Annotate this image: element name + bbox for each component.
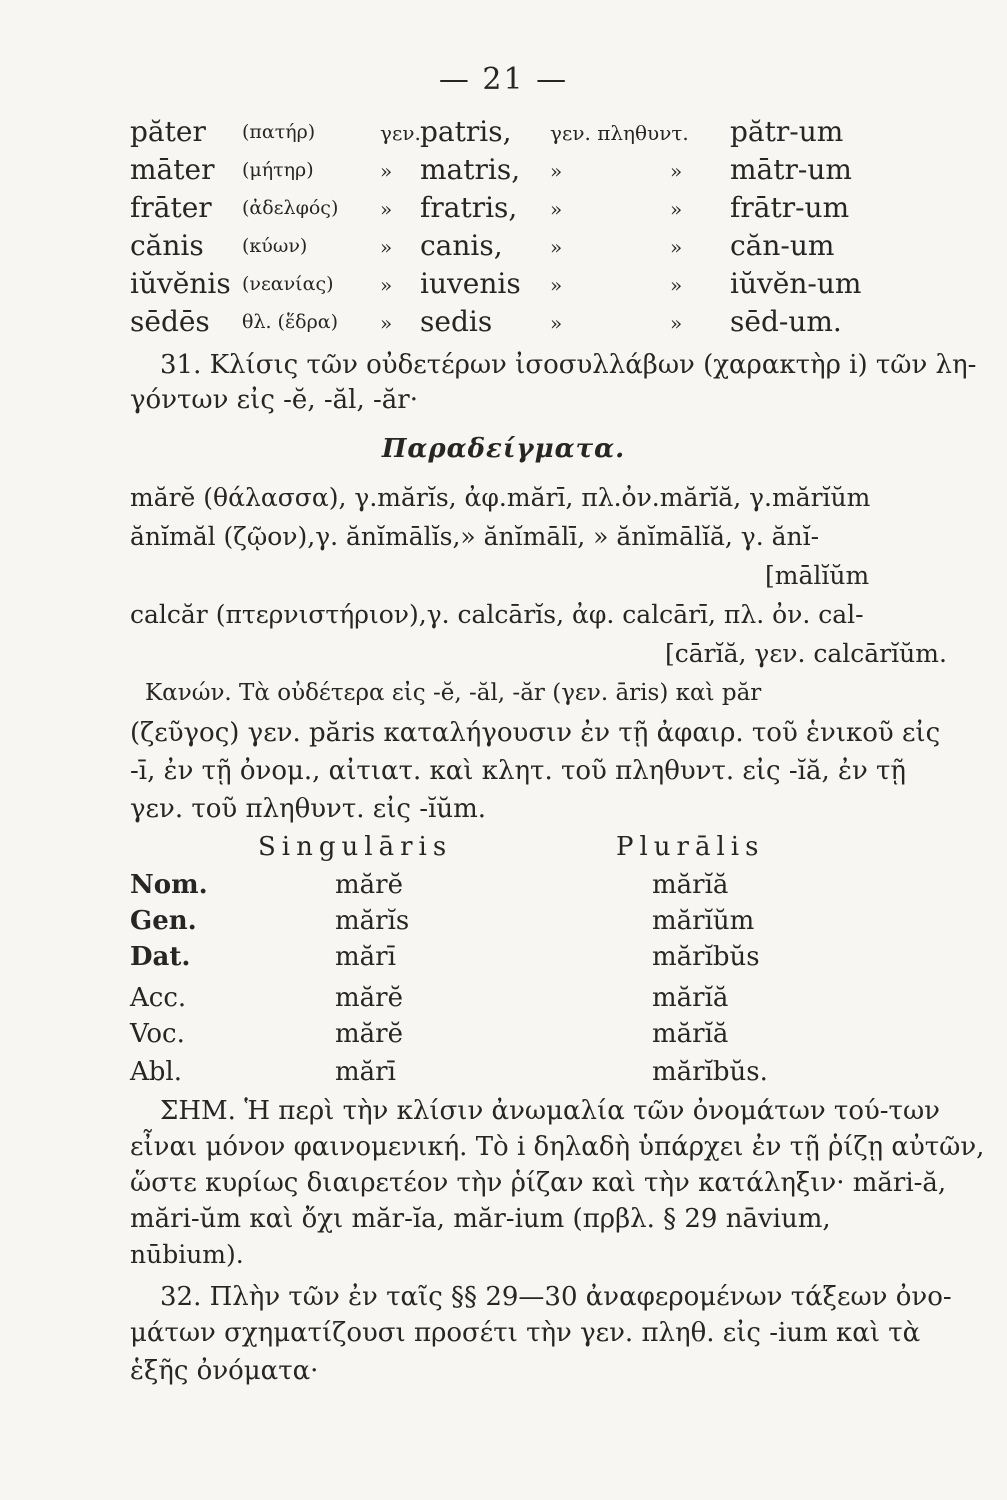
greek-gloss: (μήτηρ) <box>242 159 314 181</box>
example-line: [cārĭă, γεν. calcārĭŭm. <box>665 639 947 668</box>
latin-noun: cănis <box>130 229 204 262</box>
page-number: — 21 — <box>438 62 569 97</box>
note-line: εἶναι μόνον φαινομενική. Τὸ i δηλαδὴ ὑπάρχει ἐν τῇ ῥίζῃ αὐτῶν, <box>130 1132 985 1162</box>
plural-form: mărĭă <box>652 1019 729 1049</box>
example-line: mărĕ (θάλασσα), γ.mărĭs, ἀφ.mărī, πλ.ὀν.mărĭă, γ.mărĭŭm <box>130 483 871 512</box>
gen-label: » <box>380 235 393 259</box>
gen-plural: sēd-um. <box>730 305 842 338</box>
plural-form: mărĭbŭs. <box>652 1057 768 1087</box>
ditto-mark: » <box>550 159 563 183</box>
note-line: ΣΗΜ. Ἡ περὶ τὴν κλίσιν ἀνωμαλία τῶν ὀνομάτων τού-των <box>160 1096 940 1126</box>
greek-gloss: (ἀδελφός) <box>242 197 339 219</box>
gen-label: » <box>380 159 393 183</box>
gen-singular: canis, <box>420 229 503 262</box>
example-line: [mālĭŭm <box>765 561 870 590</box>
greek-gloss: (νεανίας) <box>242 273 334 295</box>
singular-header: Singulāris <box>258 832 453 862</box>
gen-label: » <box>380 197 393 221</box>
gen-label: » <box>380 311 393 335</box>
gen-plural: mātr-um <box>730 153 852 186</box>
examples-heading: Παραδείγματα. <box>381 434 626 464</box>
section-32-line: 32. Πλὴν τῶν ἐν ταῖς §§ 29—30 ἀναφερομένων τάξεων ὀνο- <box>160 1282 952 1312</box>
ditto-mark: » <box>670 197 683 221</box>
section-31-line: γόντων εἰς -ĕ, -ăl, -ăr· <box>130 385 418 415</box>
example-line: ănĭmăl (ζῷον),γ. ănĭmālĭs,» ănĭmālī, » ănĭmālĭă, γ. ănĭ- <box>130 522 820 551</box>
plural-form: mărĭbŭs <box>652 942 760 972</box>
case-label: Dat. <box>130 942 191 972</box>
note-line: mări-ŭm καὶ ὄχι măr-ĭa, măr-ium (πρβλ. § 29 nāvium, <box>130 1204 831 1234</box>
plural-form: mărĭŭm <box>652 906 755 936</box>
case-label: Abl. <box>130 1057 182 1087</box>
gen-plural: căn-um <box>730 229 835 262</box>
singular-form: mărĕ <box>335 1019 403 1049</box>
singular-form: mărī <box>335 942 396 972</box>
latin-noun: frāter <box>130 191 212 224</box>
gen-plural: iŭvĕn-um <box>730 267 862 300</box>
ditto-mark: » <box>550 311 563 335</box>
greek-gloss: (κύων) <box>242 235 308 257</box>
gen-plural: pătr-um <box>730 115 844 148</box>
singular-form: mărī <box>335 1057 396 1087</box>
ditto-mark: » <box>670 273 683 297</box>
note-line: nūbium). <box>130 1240 244 1269</box>
gen-singular: fratris, <box>420 191 518 224</box>
ditto-mark: » <box>670 235 683 259</box>
case-label: Gen. <box>130 906 197 936</box>
gen-label: γεν. <box>380 121 421 145</box>
singular-form: mărĭs <box>335 906 410 936</box>
gen-plural-label: γεν. πληθυντ. <box>550 121 689 145</box>
plural-form: mărĭă <box>652 870 729 900</box>
rule-line: -ī, ἐν τῇ ὀνομ., αἰτιατ. καὶ κλητ. τοῦ πληθυντ. εἰς -ĭă, ἐν τῇ <box>130 756 907 786</box>
rule-line: (ζεῦγος) γεν. păris καταλήγουσιν ἐν τῇ ἀφαιρ. τοῦ ἑνικοῦ εἰς <box>130 718 941 748</box>
gen-singular: patris, <box>420 115 512 148</box>
gen-singular: sedis <box>420 305 493 338</box>
note-line: ὥστε κυρίως διαιρετέον τὴν ῥίζαν καὶ τὴν κατάληξιν· mări-ă, <box>130 1168 947 1198</box>
case-label: Nom. <box>130 870 208 900</box>
plural-form: mărĭă <box>652 983 729 1013</box>
plural-header: Plurālis <box>616 832 765 862</box>
section-31-line: 31. Κλίσις τῶν οὐδετέρων ἰσοσυλλάβων (χαρακτὴρ i) τῶν λη- <box>160 350 977 380</box>
latin-noun: păter <box>130 115 206 148</box>
greek-gloss: θλ. (ἕδρα) <box>242 311 339 333</box>
case-label: Acc. <box>130 983 187 1013</box>
gen-label: » <box>380 273 393 297</box>
example-line: calcăr (πτερνιστήριον),γ. calcārĭs, ἀφ. calcārī, πλ. ὀν. cal- <box>130 600 864 629</box>
ditto-mark: » <box>550 273 563 297</box>
section-32-line: μάτων σχηματίζουσι προσέτι τὴν γεν. πληθ. εἰς -ium καὶ τὰ <box>130 1318 921 1348</box>
section-32-line: ἑξῆς ὀνόματα· <box>130 1356 319 1386</box>
gen-singular: matris, <box>420 153 521 186</box>
ditto-mark: » <box>670 159 683 183</box>
latin-noun: iŭvĕnis <box>130 267 231 300</box>
singular-form: mărĕ <box>335 870 403 900</box>
ditto-mark: » <box>550 197 563 221</box>
rule-line: Κανών. Τὰ οὐδέτερα εἰς -ĕ, -ăl, -ăr (γεν. āris) καὶ păr <box>145 680 762 706</box>
case-label: Voc. <box>130 1019 185 1049</box>
greek-gloss: (πατήρ) <box>242 121 316 143</box>
singular-form: mărĕ <box>335 983 403 1013</box>
latin-noun: sēdēs <box>130 305 210 338</box>
ditto-mark: » <box>550 235 563 259</box>
ditto-mark: » <box>670 311 683 335</box>
gen-singular: iuvenis <box>420 267 521 300</box>
rule-line: γεν. τοῦ πληθυντ. εἰς -ĭŭm. <box>130 794 487 824</box>
latin-noun: māter <box>130 153 215 186</box>
gen-plural: frātr-um <box>730 191 850 224</box>
